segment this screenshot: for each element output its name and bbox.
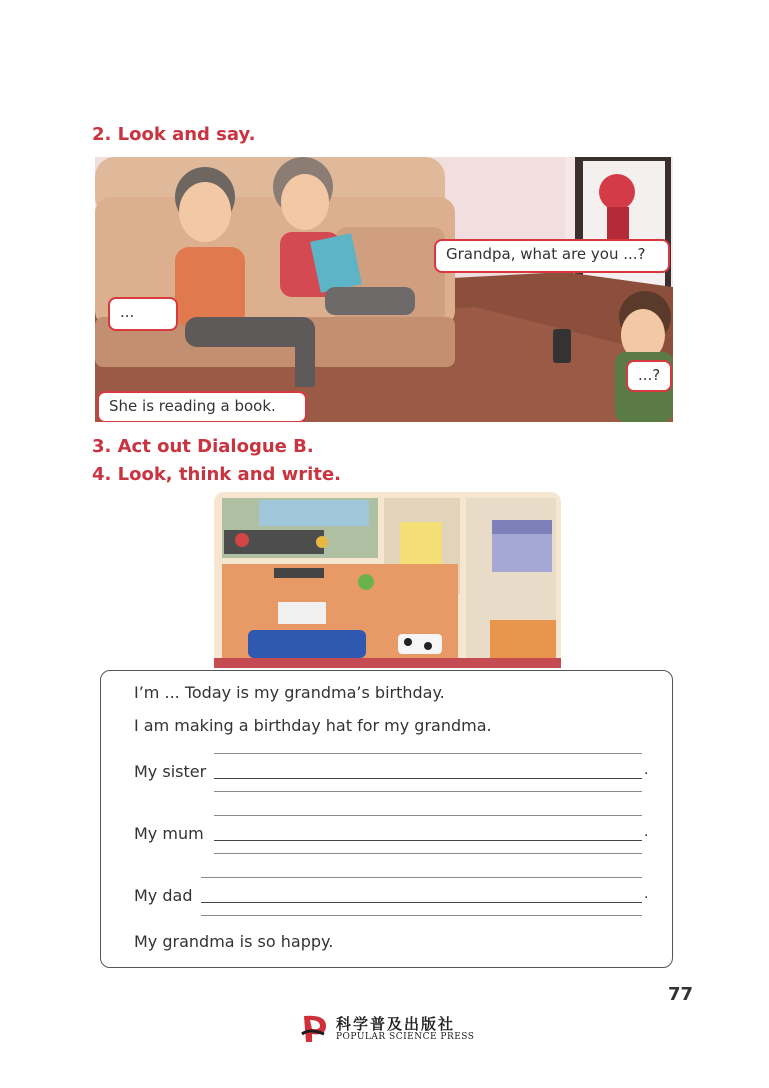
- prompt-dad: My dad: [134, 886, 193, 905]
- section-2-heading: 2. Look and say.: [92, 124, 256, 145]
- section-3-heading: 3. Act out Dialogue B.: [92, 436, 314, 457]
- speech-bubble-boy: ...?: [626, 360, 672, 392]
- prompt-mum: My mum: [134, 824, 204, 843]
- intro-line-1: I’m ... Today is my grandma’s birthday.: [134, 683, 445, 702]
- living-room-illustration: [95, 157, 673, 422]
- house-floorplan-illustration: [214, 492, 561, 668]
- prompt-sister: My sister: [134, 762, 207, 781]
- writing-box: I’m ... Today is my grandma’s birthday. I am making a birthday hat for my grandma. My sister . My mum . My dad . My grandma is so happy.: [100, 670, 673, 968]
- write-line-mum[interactable]: [214, 840, 642, 841]
- publisher-logo: [300, 1012, 480, 1046]
- write-line-dad[interactable]: [201, 902, 642, 903]
- speech-bubble-grandpa: ...: [108, 297, 178, 331]
- closing-line: My grandma is so happy.: [134, 932, 334, 951]
- publisher-name-cn: 科学普及出版社: [336, 1015, 456, 1033]
- write-line-sister[interactable]: [214, 778, 642, 779]
- publisher-logo-icon: [300, 1012, 330, 1044]
- speech-bubble-boy-question: Grandpa, what are you ...?: [434, 239, 670, 273]
- publisher-name-en: POPULAR SCIENCE PRESS: [336, 1032, 475, 1042]
- section-4-heading: 4. Look, think and write.: [92, 464, 341, 485]
- page-number: 77: [668, 984, 694, 1005]
- intro-line-2: I am making a birthday hat for my grandma.: [134, 716, 492, 735]
- speech-bubble-reading: She is reading a book.: [97, 391, 307, 422]
